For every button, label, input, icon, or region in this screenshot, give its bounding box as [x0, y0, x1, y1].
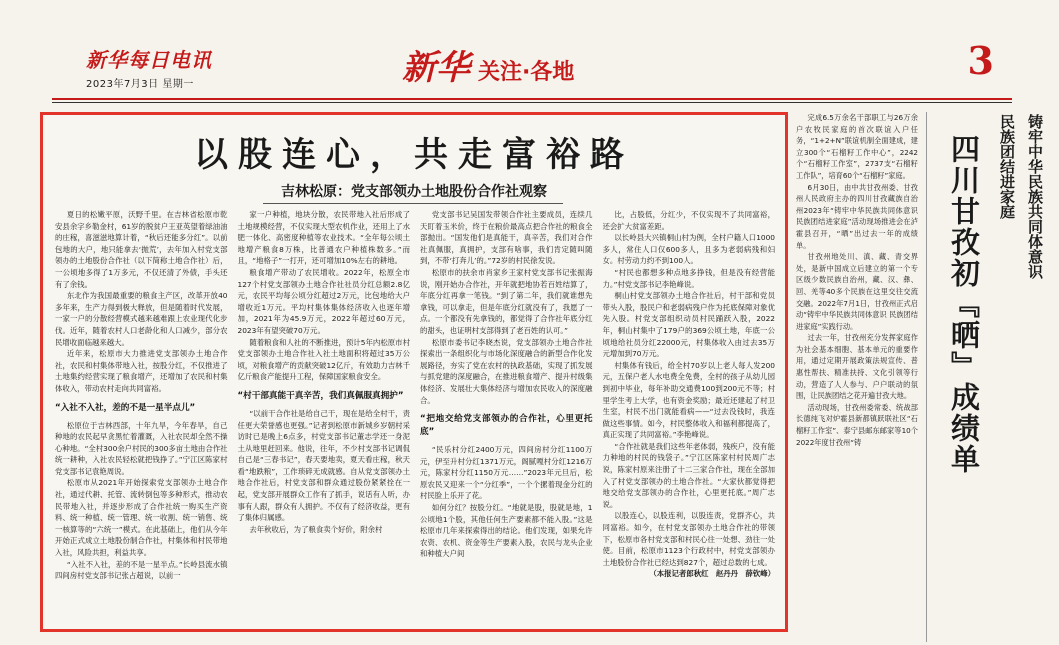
article-paragraph: 家一户种植，地块分散，农民带地入社后形成了土地规模经营，不仅实现大型农机作业，还用上了水肥一体化、高密度种植等农业技术。“全年每公顷土地增产粮食8万株，比普通农户种植株数多。”而且，“地格子”一打开，还可增加10%左右的耕地。 [237, 210, 410, 266]
masthead [52, 34, 1012, 98]
sidebar-paragraph: 甘孜州地处川、滇、藏、青交界处，是新中国成立后建立的第一个专区级少数民族自治州，藏、汉、彝、回、羌等40多个民族在这里交往交流交融。2022年7月1日，甘孜州正式启动“铸牢中华民族共同体意识 民族团结进家庭”实践行动。 [796, 252, 918, 331]
page-number: 3 [967, 38, 994, 83]
section-subhead: “村干部真能干真辛苦，我们真佩服真拥护” [237, 390, 404, 401]
sidebar-paragraph: 完成6.5万余名干部职工与26万余户农牧民家庭的首次联谊入户任务，“1+2+N”联谊机制全面建成，建立300个“石榴籽工作中心”，2242个“石榴籽工作室”，2737支“石榴籽工作队”，培育60个“石榴籽”家庭。 [796, 113, 918, 180]
sidebar-divider [926, 112, 927, 642]
article-column [238, 209, 411, 619]
article-paragraph: “入社不入社，差的不是一星半点。”长岭县流水镇四间房村党支部书记张占超说，以前一 [55, 559, 228, 581]
article-paragraph: 夏日的松嫩平原，沃野千里。在吉林省松原市乾安县余字乡勒金村，61岁的脱贫户王亚英望着绿油油的庄稼，喜滋滋地算计着，“秋后还能多分红”。以前包地的大户，地只能拿去‘抛荒’，去年加入村党支部领办的土地股份合作社（以下简称土地合作社）后，一公顷地多得了1万多元，不仅还清了外债，手头还有了余钱。 [55, 210, 228, 289]
article-paragraph: “以前干合作社是给自己干，现在是给全村干，责任更大荣誉感也更强。”记者到松原市新城乡岁朝村采访时已是晚上6点多，村党支部书记董志学还一身泥土从地里赶回来。他说，往年，不少村支部书记调侃自己是“三春书记”，春天要地卖，夏天看庄稼，秋天看“地跌粮”，工作琐碎无成就感。自从党支部领办土地合作社后，村党支部和群众通过股份紧紧拴在一起，党支部开展群众工作有了抓手，说话有人听，办事有人跟，群众有人拥护。不仅有了经济收益，更有了集体归属感。 [237, 408, 410, 523]
article-paragraph: 去年秋收后，为了粮食卖个好价，附余村 [249, 524, 383, 534]
article-byline: （本报记者郎秋红 赵丹丹 薛钦峰） [649, 569, 775, 579]
article-subheadline: 吉林松原：党支部领办土地股份合作社观察 [281, 184, 547, 200]
brand-name: 新华每日电讯 [86, 48, 212, 72]
sidebar-paragraph: 过去一年，甘孜州充分发挥家庭作为社会基本细胞、基本单元的重要作用，通过定期开展政策法规宣传、普惠性帮扶、精准扶持、文化引领等行动，营造了人人参与、户户联动的氛围，让民族团结之花开遍甘孜大地。 [796, 333, 918, 401]
sidebar-headline: 四川甘孜初『晒』成绩单 [947, 134, 981, 475]
article-paragraph: 东北作为我国最重要的粮食主产区，改革开放40多年来，生产力得到极大释放，但是随着时代发展，一家一户的分散经营模式越来越难跟上农业现代化步伐。近年，随着农村人口老龄化和人口减少，部分农民增收面临越来越大。 [55, 291, 228, 347]
article-paragraph: 近年来，松原市大力推进党支部领办土地合作社，农民和村集体带地入社，按股分红，不仅推进了土地集约经营实现了粮食增产，还增加了农民和村集体收入，带动农村走向共同富裕。 [55, 349, 228, 393]
article-columns [55, 209, 775, 619]
masthead-rule [52, 98, 1012, 100]
main-article [40, 112, 788, 632]
sidebar-paragraph: 活动现场，甘孜州委常委、统战部长德纯飞对炉霍县新都镇跃联社区“石榴籽工作室”、泰宁县邮东邮家等10个2022年度甘孜州“铸 [796, 402, 918, 447]
section-subhead: “入社不入社，差的不是一星半点儿” [55, 402, 196, 413]
article-paragraph: 粮食增产带动了农民增收。2022年，松原全市127个村党支部领办土地合作社社员分红总额2.8亿元，农民平均每公顷分红超过2万元，比包地给大户增收近1万元。平均村集体集体经济收入也逐年增加，2021年为45.9万元，2022年超过60万元，2023年有望突破70万元。 [237, 267, 410, 335]
sidebar-kicker-2: 民族团结进家庭 [998, 114, 1016, 219]
article-column [420, 209, 593, 619]
article-paragraph: 村集体有钱后，给全村70岁以上老人每人发200元，五保户老人水电费全免费，全村的孩子从幼儿园到初中毕业，每年补助交通费100到200元不等；村里学生考上大学，也有资金奖励；最近还建起了村卫生室，村民不出门就能看病——“过去没钱时，我连做这些事情。如今，村民整体收入和福利都提高了，真正实现了共同富裕。”李艳峰说。 [602, 360, 775, 440]
article-paragraph: 党支部书记吴国发带领合作社主要成员，连续几天盯着玉米价，终于在粮价最高点把合作社的粮食全部抛出。“国发他们是真能干，真辛苦，我们对合作社真佩服，真拥护，支部有啥事，我们肯定随叫随到，不带‘打奔儿’的。”72岁的村民徐发说。 [420, 210, 593, 266]
article-paragraph: 如何分红？按股分红。“地就是股，股就是地，1公顷地1个股，其他任何生产要素都不能入股。”这是松原市几年来探索得出的结论。他们发现，如果允许农资、农机、资金等生产要素入股，农民与龙头企业和种植大户间 [420, 503, 593, 559]
article-headline: 以股连心，共走富裕路 [194, 135, 634, 175]
article-paragraph: 以股连心，以股连利，以股连责，党群齐心，共同富裕。如今，在村党支部领办土地合作社的带领下，松原市各村党支部和村民心往一处想、劲往一处使。目前，松原市1123个行政村中，村党支部领办土地股份合作社已经达到827个，超过总数的七成。 [602, 511, 775, 567]
article-paragraph: “民乐村分红2400万元，四间房村分红1100万元，伊至升村分红1371万元，阁腻嘎村分红1216万元，陈家村分红1150万元……”2023年元旦后，松原农民又迎来一个“分红季”，一个个摞着现金分红的村民脸上乐开了花。 [420, 445, 593, 501]
article-paragraph: 松原位于吉林西部，十年九旱，今年春旱，自己种地的农民起早贪黑忙着灌溉，入社农民却全然不操心种地。“全村300余户村民的300多亩土地由合作社统一耕种，入社农民轻松就把钱挣了。”宁江区陈家村党支部书记袁艳周说。 [55, 420, 228, 476]
sidebar-article [796, 112, 1054, 642]
article-paragraph: 比，占股低，分红少，不仅实现不了共同富裕，还会扩大贫富差距。 [602, 210, 775, 231]
section-title: 关注·各地 [478, 60, 575, 85]
article-paragraph: 桐山村党支部领办土地合作社后，村干部和党员带头入股，股民户和老弱病残户作为托底保障对象优先入股。村党支部组织动员村民踊跃入股，2022年，桐山村集中了179户的369公顷土地，年底一公顷地给社员分红22000元，村集体收入由过去35万元增加到70万元。 [602, 291, 775, 359]
article-paragraph: 松原市从2021年开始探索党支部领办土地合作社，通过代耕、托管、流转倒包等多种形式，推动农民带地入社，并逐步形成了合作社统一购买生产资料、统一种植、统一管理、统一收割、统一销售、统一核算等的“六统一”模式。在此基础上，他们从今年开始正式成立土地股份制合作社，村集体和村民带地入社，风险共担，利益共享。 [55, 478, 228, 558]
sidebar-kicker-1: 铸牢中华民族共同体意识 [1026, 114, 1044, 279]
article-paragraph: 松原市委书记李晓杰说，党支部领办土地合作社探索出一条组织化与市场化深度融合的新型合作化发展路径，夯实了党在农村的执政基础，实现了抓发展与抓党建的深度融合，在推进粮食增产、提升村级集体经济、发展壮大集体经济与增加农民收入的深度融合。 [420, 337, 593, 405]
subhead-rule [263, 203, 563, 204]
article-column [55, 209, 228, 619]
issue-date: 2023年7月3日 星期一 [86, 79, 194, 90]
article-column [603, 209, 776, 619]
article-paragraph: 松原市的扶余市肖家乡王家村党支部书记张振海说，刚开始办合作社，开年就把地协若百姓结算了，年底分红再拿一笔钱。“到了第二年，我们就谁想先拿钱，可以拿走，但是年底分红就没有了，我愿了一点。一个都没有先拿钱的，都觉得了合作社年底分红的甜头，也证明村支部得到了老百姓的认可。” [420, 267, 593, 335]
sidebar-body [796, 112, 918, 642]
masthead-center [402, 40, 574, 89]
xinhua-logo: 新华 [402, 48, 470, 88]
masthead-rule-thin [52, 102, 1012, 103]
article-paragraph: “村民也都想多种点地多挣钱，但是没有经营能力。”村党支部书记李艳峰说。 [602, 267, 775, 289]
article-paragraph: 以长岭县大兴镇桐山村为例，全村户籍人口1000多人，常住人口仅600多人，且多为老弱病残和妇女。村劳动力约不到100人。 [602, 233, 775, 266]
article-paragraph: 随着粮食和人社的不断推进，预计5年内松原市村党支部领办土地合作社入社土地面积将超过35万公顷，对粮食增产的贡献突破12亿斤，有效助力吉林千亿斤粮食产能提升工程，保障国家粮食安全。 [237, 337, 410, 382]
section-subhead: “把地交给党支部领办的合作社，心里更托底” [420, 414, 593, 438]
article-paragraph: “合作社就是我们这些年老体弱，残疾户，没有能力种地的村民的钱袋子。”宁江区陈家村村民周广志说，陈家村原来注册了十二三家合作社，现在全部加入了村党支部领办的土地合作社。“大家伙都觉得把地交给党支部领办的合作社，心里更托底。”周广志说。 [602, 441, 775, 509]
sidebar-paragraph: 6月30日，由中共甘孜州委、甘孜州人民政府主办的四川甘孜藏族自治州2023年“铸牢中华民族共同体意识 民族团结进家庭”活动现场推进会在泸霍县召开，“晒”出过去一年的成绩单。 [796, 182, 918, 250]
masthead-left [86, 44, 212, 90]
